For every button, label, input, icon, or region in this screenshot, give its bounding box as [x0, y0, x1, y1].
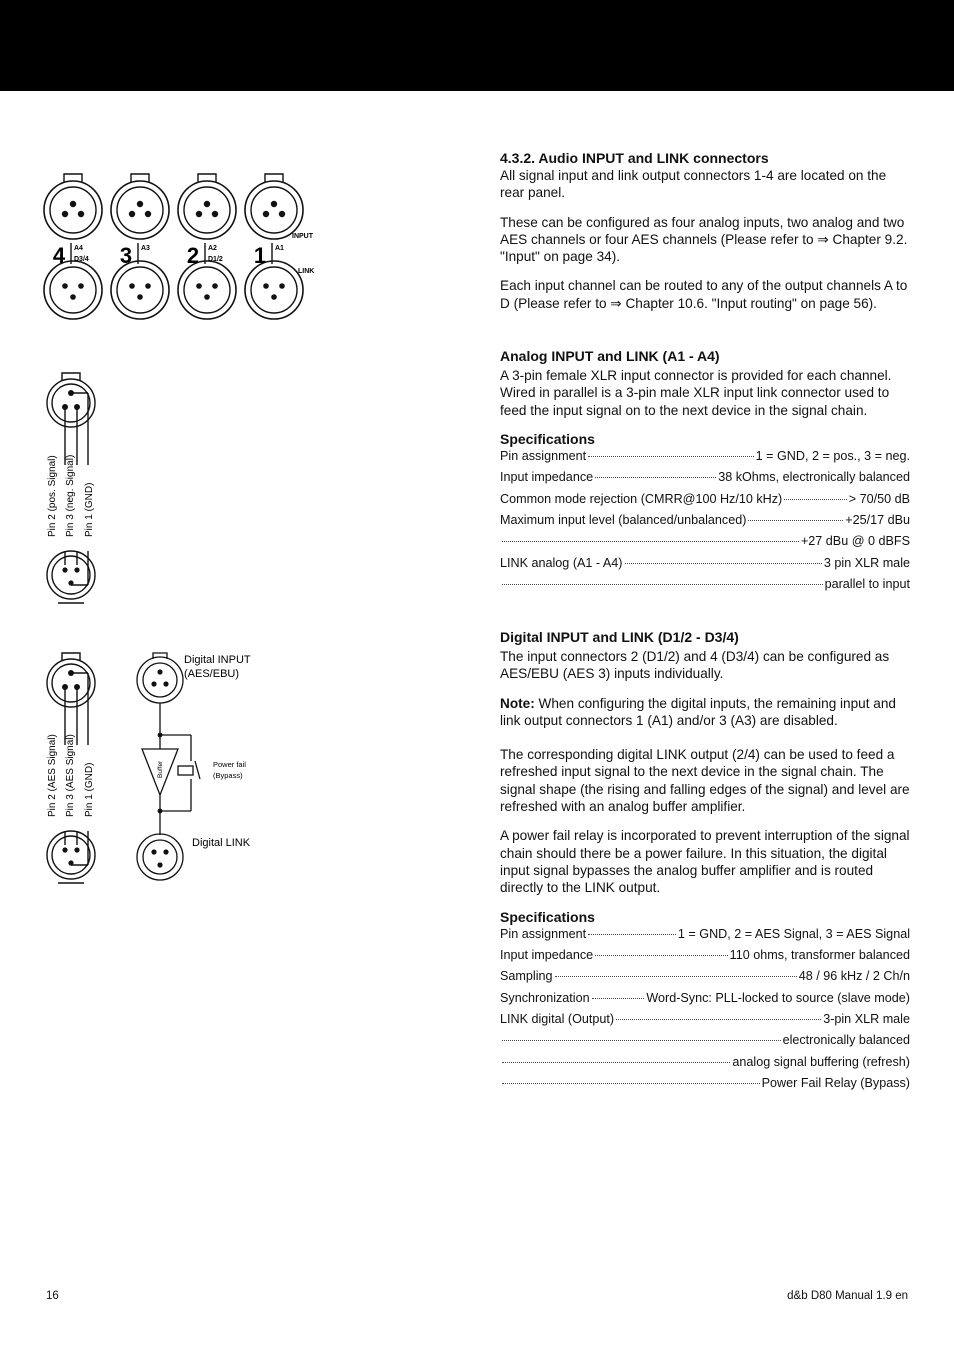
spec-value: 3 pin XLR male: [823, 555, 910, 570]
section-heading: 4.3.2. Audio INPUT and LINK connectors: [500, 150, 769, 166]
spec-value: > 70/50 dB: [848, 491, 910, 506]
spec-leader-dots: [502, 584, 823, 585]
spec-value: 1 = GND, 2 = pos., 3 = neg.: [755, 449, 910, 464]
connector-pair: [178, 174, 236, 319]
analog-pin-diagram: [40, 365, 120, 615]
spec-label: LINK analog (A1 - A4): [500, 555, 623, 570]
manual-footer: d&b D80 Manual 1.9 en: [787, 1290, 908, 1302]
spec-value: 38 kOhms, electronically balanced: [718, 470, 910, 485]
digital-paragraph-2: The corresponding digital LINK output (2/4) can be used to feed a refreshed input signal to the next device in the signal chain. The signal shape (the rising and falling edges of the signal) and level are refreshed with an analog buffer amplifier.: [500, 747, 910, 815]
spec-leader-dots: [784, 499, 846, 500]
spec-leader-dots: [588, 934, 676, 935]
digital-pin-diagram: [40, 645, 120, 895]
digital-buffer-schematic: [128, 645, 278, 885]
digital-note: [500, 695, 910, 730]
note-label: Note:: [500, 695, 535, 711]
spec-row: [500, 448, 910, 469]
channel-tag: A2: [208, 245, 217, 252]
analog-text: A 3-pin female XLR input connector is provided for each channel. Wired in parallel is a 3-pin male XLR input link connector used to feed the input signal on to the next device in the signal chain.: [500, 368, 892, 418]
buffer-label: Buffer: [157, 760, 164, 778]
analog-pin2-label: Pin 2 (pos. Signal): [47, 455, 58, 537]
spec-label: Sampling: [500, 969, 553, 984]
spec-row: [500, 990, 910, 1011]
text-column: [500, 150, 910, 312]
digital-spec-list: [500, 926, 910, 1096]
spec-value: electronically balanced: [782, 1033, 910, 1048]
header-bar: [0, 0, 954, 91]
note-text: When configuring the digital inputs, the remaining input and link output connectors 1 (A1) and/or 3 (A3) are disabled.: [500, 695, 896, 728]
spec-value: analog signal buffering (refresh): [732, 1054, 910, 1069]
spec-leader-dots: [616, 1019, 821, 1020]
spec-value: 48 / 96 kHz / 2 Ch/n: [798, 969, 910, 984]
digital-text: The input connectors 2 (D1/2) and 4 (D3/4) can be configured as AES/EBU (AES 3) inputs individually.: [500, 649, 890, 682]
page-number: 16: [46, 1290, 59, 1302]
spec-value: +27 dBu @ 0 dBFS: [800, 534, 910, 549]
spec-row: [500, 491, 910, 512]
analog-section: [500, 348, 910, 597]
spec-value: +25/17 dBu: [845, 513, 910, 528]
channel-number: 4: [52, 243, 66, 268]
spec-leader-dots: [592, 998, 645, 999]
spec-value: parallel to input: [824, 576, 910, 591]
spec-value: 1 = GND, 2 = AES Signal, 3 = AES Signal: [677, 926, 910, 941]
digital-pin3-label: Pin 3 (AES Signal): [65, 734, 76, 817]
connector-panel-diagram: [40, 170, 330, 330]
analog-spec-list: [500, 448, 910, 597]
spec-label: Pin assignment: [500, 449, 587, 464]
channel-number: 3: [119, 243, 133, 268]
spec-leader-dots: [625, 563, 822, 564]
spec-leader-dots: [502, 1062, 730, 1063]
spec-value: Word-Sync: PLL-locked to source (slave mode): [646, 990, 910, 1005]
spec-row: [500, 1011, 910, 1032]
digital-pin2-label: Pin 2 (AES Signal): [47, 734, 58, 817]
spec-row: [500, 968, 910, 989]
spec-leader-dots: [502, 541, 799, 542]
digital-input-sublabel: (AES/EBU): [184, 668, 240, 680]
analog-heading: Analog INPUT and LINK (A1 - A4): [500, 348, 720, 364]
spec-row: [500, 926, 910, 947]
spec-row: [500, 512, 910, 533]
analog-spec-title: Specifications: [500, 430, 595, 447]
spec-label: Maximum input level (balanced/unbalanced): [500, 513, 747, 528]
spec-leader-dots: [748, 520, 843, 521]
digital-link-label: Digital LINK: [192, 837, 251, 849]
connector-pair: [111, 174, 169, 319]
spec-row: [500, 947, 910, 968]
analog-pin3-label: Pin 3 (neg. Signal): [65, 454, 76, 537]
spec-row: [500, 469, 910, 490]
analog-pin1-label: Pin 1 (GND): [84, 482, 95, 537]
channel-number: 1: [253, 243, 267, 268]
section-paragraph-3: Each input channel can be routed to any of the output channels A to D (Please refer to ⇒ Chapter 10.6. "Input routing" on page 56).: [500, 278, 908, 311]
spec-label: Input impedance: [500, 948, 594, 963]
spec-leader-dots: [555, 976, 797, 977]
spec-label: Pin assignment: [500, 926, 587, 941]
spec-row: [500, 533, 910, 554]
spec-leader-dots: [588, 456, 754, 457]
spec-row: [500, 1075, 910, 1096]
spec-row: [500, 1032, 910, 1053]
channel-tag: A3: [141, 245, 150, 252]
relay-label: Power fail: [213, 760, 246, 769]
spec-leader-dots: [595, 477, 716, 478]
section-paragraph-1: All signal input and link output connectors 1-4 are located on the rear panel.: [500, 168, 887, 201]
spec-row: [500, 555, 910, 576]
panel-input-label: INPUT: [292, 233, 313, 240]
digital-spec-title: Specifications: [500, 908, 595, 925]
panel-link-label: LINK: [298, 268, 315, 275]
spec-row: [500, 576, 910, 597]
spec-label: Input impedance: [500, 470, 594, 485]
digital-heading: Digital INPUT and LINK (D1/2 - D3/4): [500, 629, 739, 645]
channel-subtag: D1/2: [208, 256, 223, 263]
digital-section: [500, 629, 910, 1096]
spec-leader-dots: [502, 1040, 781, 1041]
relay-sublabel: (Bypass): [213, 771, 243, 780]
channel-tag: A1: [275, 245, 284, 252]
digital-pin1-label: Pin 1 (GND): [84, 762, 95, 817]
channel-number: 2: [186, 243, 200, 268]
connector-pair: [44, 174, 102, 319]
spec-label: LINK digital (Output): [500, 1012, 615, 1027]
spec-value: Power Fail Relay (Bypass): [761, 1075, 910, 1090]
connector-pair: [245, 174, 303, 319]
digital-input-label: Digital INPUT: [184, 654, 251, 666]
spec-leader-dots: [502, 1083, 760, 1084]
spec-row: [500, 1054, 910, 1075]
spec-value: 110 ohms, transformer balanced: [729, 948, 910, 963]
spec-leader-dots: [595, 955, 728, 956]
digital-paragraph-3: A power fail relay is incorporated to prevent interruption of the signal chain should there be a power failure. In this situation, the digital input signal bypasses the analog buffer amplifier and is routed directly to the LINK output.: [500, 828, 910, 896]
section-paragraph-2: These can be configured as four analog inputs, two analog and two AES channels or four AES channels (Please refer to ⇒ Chapter 9.2. "Input" on page 34).: [500, 214, 908, 265]
spec-label: Common mode rejection (CMRR@100 Hz/10 kHz): [500, 491, 783, 506]
spec-label: Synchronization: [500, 990, 590, 1005]
channel-tag: A4: [74, 245, 83, 252]
channel-subtag: D3/4: [74, 256, 89, 263]
spec-value: 3-pin XLR male: [823, 1012, 910, 1027]
